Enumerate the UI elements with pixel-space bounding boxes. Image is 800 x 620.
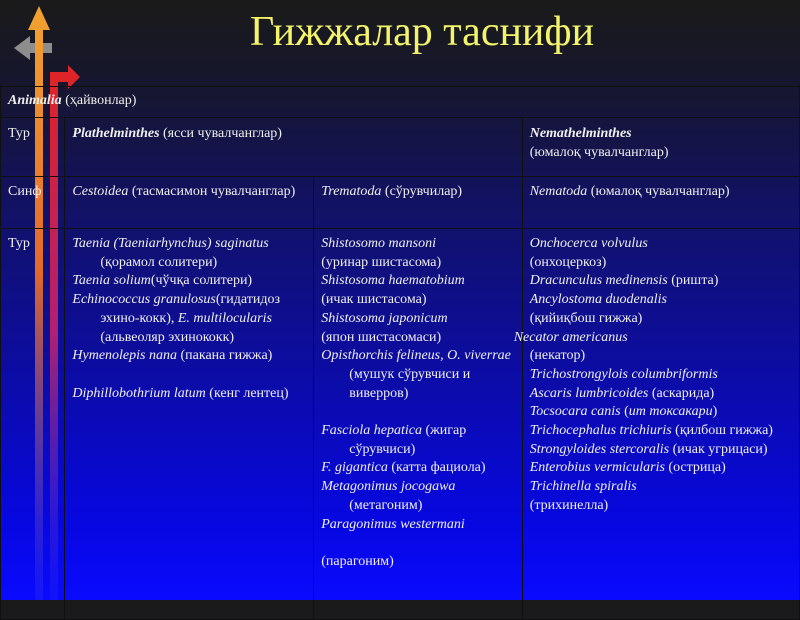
species-common-name: (альвеоляр эхинококк) <box>100 329 235 345</box>
species-latin-name: Strongyloides stercoralis <box>529 441 670 457</box>
species-entry <box>530 272 793 291</box>
species-common-name: (қорамол солитери) <box>100 254 218 270</box>
species-entry <box>72 272 307 291</box>
species-entry <box>530 422 793 441</box>
table-row <box>1 118 800 177</box>
species-common-name: (чўчқа солитери) <box>150 273 253 289</box>
species-entry <box>530 366 793 385</box>
species-entry <box>321 422 515 459</box>
species-common-name: (мушук сўрувчиси и виверров) <box>349 366 471 401</box>
table-row <box>1 229 800 620</box>
species-entry <box>321 478 515 515</box>
phylum-nemathelminthes: Nemathelminthes (юмалоқ чувалчанглар) <box>522 118 799 177</box>
species-list-cestoidea <box>65 229 314 620</box>
species-list-nematoda <box>513 229 799 620</box>
species-entry <box>72 291 307 347</box>
species-entry <box>530 459 793 478</box>
species-common-name: (некатор) <box>529 348 586 364</box>
species-entry <box>321 459 515 478</box>
species-common-name: (трихинелла) <box>529 497 609 513</box>
species-latin-name: Shistosomo mansoni <box>321 236 436 251</box>
species-entry <box>530 235 793 254</box>
species-common-name: (қийиқбош гижжа) <box>529 310 643 326</box>
species-entry <box>530 441 793 460</box>
species-common-name: (парагоним) <box>321 553 394 569</box>
species-latin-name: Paragonimus westermani <box>321 516 465 532</box>
species-entry <box>530 385 793 404</box>
species-latin-name: Enterobius vermicularis <box>529 460 665 476</box>
species-common-name: (острица) <box>664 460 726 476</box>
species-entry <box>321 516 515 535</box>
species-common-name: (аскарида) <box>648 385 715 401</box>
species-entry <box>321 553 515 572</box>
spacer <box>321 534 515 553</box>
species-common-name: (гидатидоз эхино-кокк), <box>100 292 281 326</box>
species-entry <box>72 385 307 404</box>
phylum-plathelminthes: Plathelminthes (ясси чувалчанглар) <box>65 118 522 177</box>
species-entry <box>321 272 515 291</box>
species-common-name: ) <box>712 404 718 420</box>
species-latin-name: Metagonimus jocogawa <box>321 479 456 495</box>
class-nematoda: Nematoda (юмалоқ чувалчанглар) <box>522 177 799 229</box>
species-latin-name: Trichocephalus trichiuris <box>529 423 672 439</box>
species-entry <box>530 291 793 310</box>
species-common-name: (қилбош гижжа) <box>671 423 773 439</box>
species-common-name: (ичак шистасома) <box>321 292 427 308</box>
species-latin-name: Shistosoma haematobium <box>321 273 465 289</box>
class-trematoda: Trematoda (сўрувчилар) <box>314 177 522 229</box>
species-latin-name: Trichinella spiralis <box>529 479 637 495</box>
species-common-name: (метагоним) <box>349 497 423 513</box>
table-row <box>1 177 800 229</box>
kingdom-translation: (ҳайвонлар) <box>61 93 137 108</box>
species-latin-name: Opisthorchis felineus, O. viverrae <box>321 348 511 364</box>
species-latin-name: Ancylostoma duodenalis <box>529 292 667 308</box>
class-cestoidea: Cestoidea (тасмасимон чувалчанглар) <box>65 177 314 229</box>
row-label-species: Тур <box>1 229 65 620</box>
species-latin-name: Trichostrongylois columbriformis <box>529 366 718 382</box>
table-row <box>1 87 800 118</box>
species-common-name: (ичак угрицаси) <box>669 441 768 457</box>
species-common-name: (уринар шистасома) <box>321 254 442 270</box>
species-latin-name: Diphillobothrium latum <box>72 385 206 401</box>
species-latin-name: Tocsocara canis <box>529 404 621 420</box>
species-latin-name: Ascaris lumbricoides <box>529 385 649 401</box>
species-latin-name: Taenia solium <box>72 273 151 289</box>
species-entry <box>72 235 307 272</box>
page-title: Гижжалар таснифи <box>250 9 595 55</box>
spacer <box>72 366 307 385</box>
species-common-name: (пакана гижжа) <box>176 348 273 364</box>
kingdom-cell <box>1 87 800 118</box>
species-latin-name: Necator americanus <box>513 329 628 345</box>
species-common-name: ( <box>620 404 629 420</box>
spacer <box>321 403 515 422</box>
species-latin-name: Shistosoma japonicum <box>321 310 448 326</box>
species-common-name: (япон шистасомаси) <box>321 329 442 345</box>
species-entry <box>321 347 515 403</box>
species-latin-name: Fasciola hepatica <box>321 423 422 439</box>
species-entry <box>321 235 515 254</box>
species-common-name: (кенг лентец) <box>205 385 289 401</box>
species-entry <box>72 347 307 366</box>
species-common-name: (катта фациола) <box>387 460 486 476</box>
species-latin-name: ит токсакари <box>628 404 713 420</box>
species-list-trematoda <box>314 229 522 620</box>
species-entry <box>513 329 793 348</box>
species-latin-name: F. gigantica <box>321 460 388 476</box>
species-entry <box>321 310 515 329</box>
species-entry <box>530 403 793 422</box>
row-label-class: Синф <box>1 177 65 229</box>
species-latin-name: Taenia (Taeniarhynchus) saginatus <box>72 236 269 251</box>
species-latin-name: Onchocerca volvulus <box>529 236 648 251</box>
species-entry <box>530 478 793 497</box>
species-latin-name: E. multilocularis <box>177 310 272 326</box>
kingdom-latin: Animalia <box>8 93 62 108</box>
species-latin-name: Echinococcus granulosus <box>72 292 216 308</box>
species-latin-name: Dracunculus medinensis <box>529 273 668 289</box>
species-common-name: (жигар сўрувчиси) <box>349 423 467 457</box>
species-common-name: (онхоцеркоз) <box>529 254 607 270</box>
classification-table <box>0 86 800 620</box>
species-common-name: (ришта) <box>667 273 719 289</box>
species-latin-name: Hymenolepis nana <box>72 348 177 364</box>
row-label-type: Тур <box>1 118 65 177</box>
